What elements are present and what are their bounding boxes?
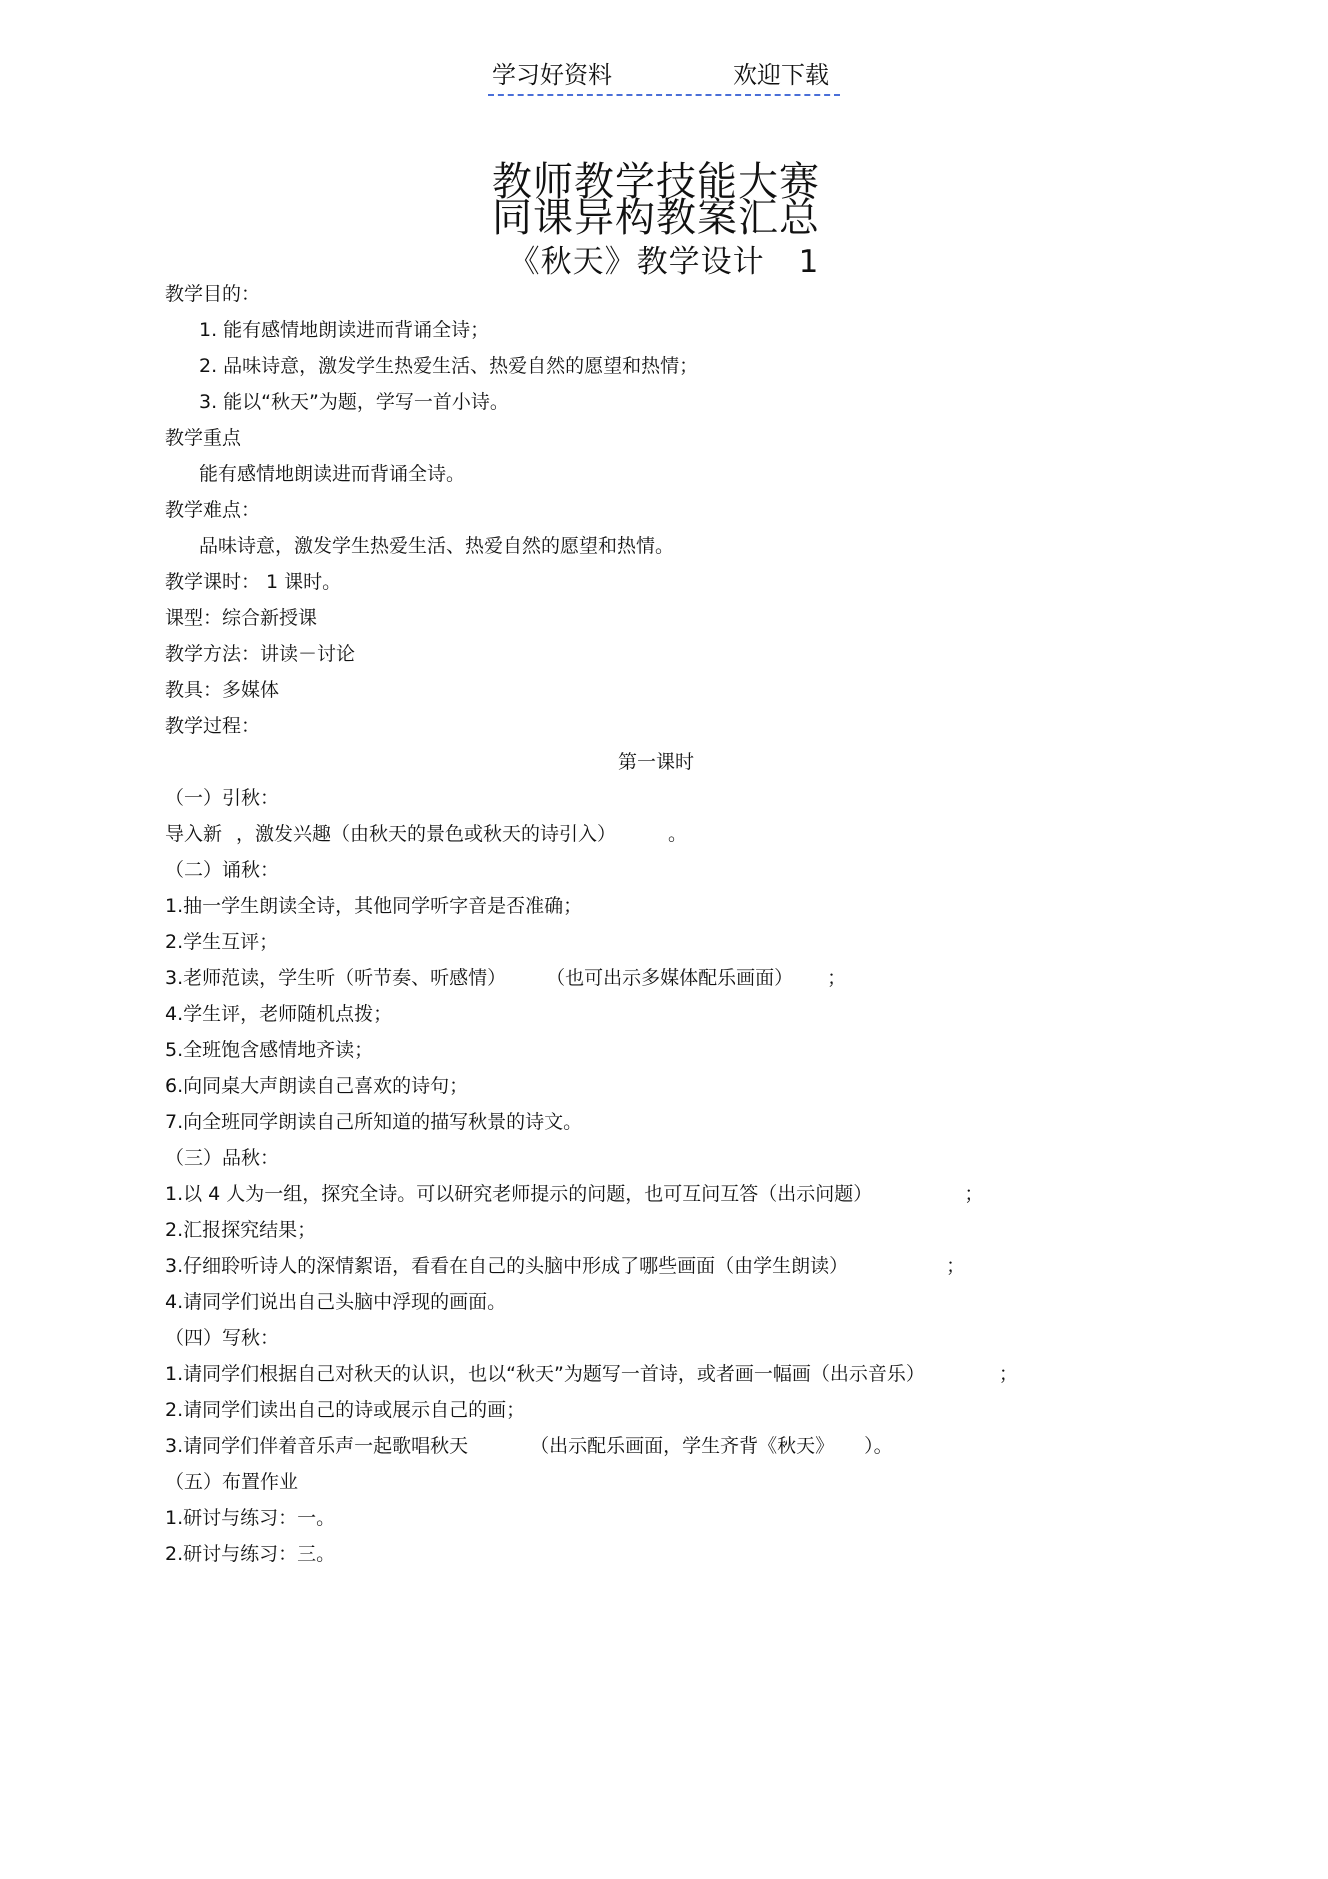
goals-heading: 教学目的： [165,283,261,305]
line-part: 3.老师范读，学生听（听节奏、听感情） [165,967,507,989]
lesson-title: 第一课时 [617,751,694,773]
line-part: 导入新 [165,823,223,845]
process-heading: 教学过程： [165,715,261,737]
section-line [165,960,1165,996]
section-heading: （四）写秋： [165,1327,280,1349]
lesson-design-number: 1 [798,244,820,280]
section-line [165,1248,1165,1284]
difficulty-heading: 教学难点： [165,499,261,521]
line-part: 3.仔细聆听诗人的深情絮语，看看在自己的头脑中形成了哪些画面（由学生朗读） [165,1255,849,1277]
title-line-1: 教师教学技能大赛 [492,159,820,205]
class-type: 课型：综合新授课 [165,607,318,629]
teaching-method: 教学方法：讲读－讨论 [165,643,356,665]
line-part: （也可出示多媒体配乐画面） [546,967,794,989]
line-part: 1.以 4 人为一组，探究全诗。可以研究老师提示的问题，也可互问互答（出示问题） [165,1183,873,1205]
line-part: 1.请同学们根据自己对秋天的认识，也以“秋天”为题写一首诗，或者画一幅画（出示音乐） [165,1363,925,1385]
key-point-text: 能有感情地朗读进而背诵全诗。 [199,463,466,485]
goal-item: 2. 品味诗意，激发学生热爱生活、热爱自然的愿望和热情； [199,355,699,377]
section-line [165,816,1165,852]
header-right-text: 欢迎下载 [733,61,829,89]
line-part: ； [964,1183,984,1205]
section-line: 1.抽一学生朗读全诗，其他同学听字音是否准确； [165,895,583,917]
line-part: 。 [668,823,688,845]
section-line [165,1428,1165,1464]
section-line: 4.请同学们说出自己头脑中浮现的画面。 [165,1291,507,1313]
goal-item: 1. 能有感情地朗读进而背诵全诗； [199,319,490,341]
line-part: ； [827,967,847,989]
document-body [165,276,1165,1572]
key-point-heading: 教学重点 [165,427,242,449]
section-line: 6.向同桌大声朗读自己喜欢的诗句； [165,1075,469,1097]
section-line: 4.学生评，老师随机点拨； [165,1003,393,1025]
class-hours: 教学课时： 1 课时。 [165,571,342,593]
section-line: 2.请同学们读出自己的诗或展示自己的画； [165,1399,526,1421]
section-heading: （一）引秋： [165,787,280,809]
section-line: 1.研讨与练习：一。 [165,1507,336,1529]
line-part: ； [998,1363,1018,1385]
section-line: 7.向全班同学朗读自己所知道的描写秋景的诗文。 [165,1111,583,1133]
line-part: ； [946,1255,966,1277]
line-part: （出示配乐画面，学生齐背《秋天》 [530,1435,835,1457]
teaching-tools: 教具：多媒体 [165,679,280,701]
section-line: 2.汇报探究结果； [165,1219,317,1241]
section-heading: （五）布置作业 [165,1471,299,1493]
line-part: ）。 [864,1435,893,1457]
page-header [488,56,840,96]
section-line: 2.研讨与练习：三。 [165,1543,336,1565]
line-part: 3.请同学们伴着音乐声一起歌唱秋天 [165,1435,469,1457]
section-line [165,1176,1165,1212]
difficulty-text: 品味诗意，激发学生热爱生活、热爱自然的愿望和热情。 [199,535,675,557]
section-line: 5.全班饱含感情地齐读； [165,1039,374,1061]
section-line [165,1356,1165,1392]
line-part: ，激发兴趣（由秋天的景色或秋天的诗引入） [236,823,617,845]
lesson-design-title: 《秋天》教学设计 [508,244,765,280]
section-heading: （三）品秋： [165,1147,280,1169]
header-left-text: 学习好资料 [492,61,612,89]
title-line-2: 同课异构教案汇总 [492,195,820,241]
section-line: 2.学生互评； [165,931,279,953]
section-heading: （二）诵秋： [165,859,280,881]
goal-item: 3. 能以“秋天”为题，学写一首小诗。 [199,391,509,413]
